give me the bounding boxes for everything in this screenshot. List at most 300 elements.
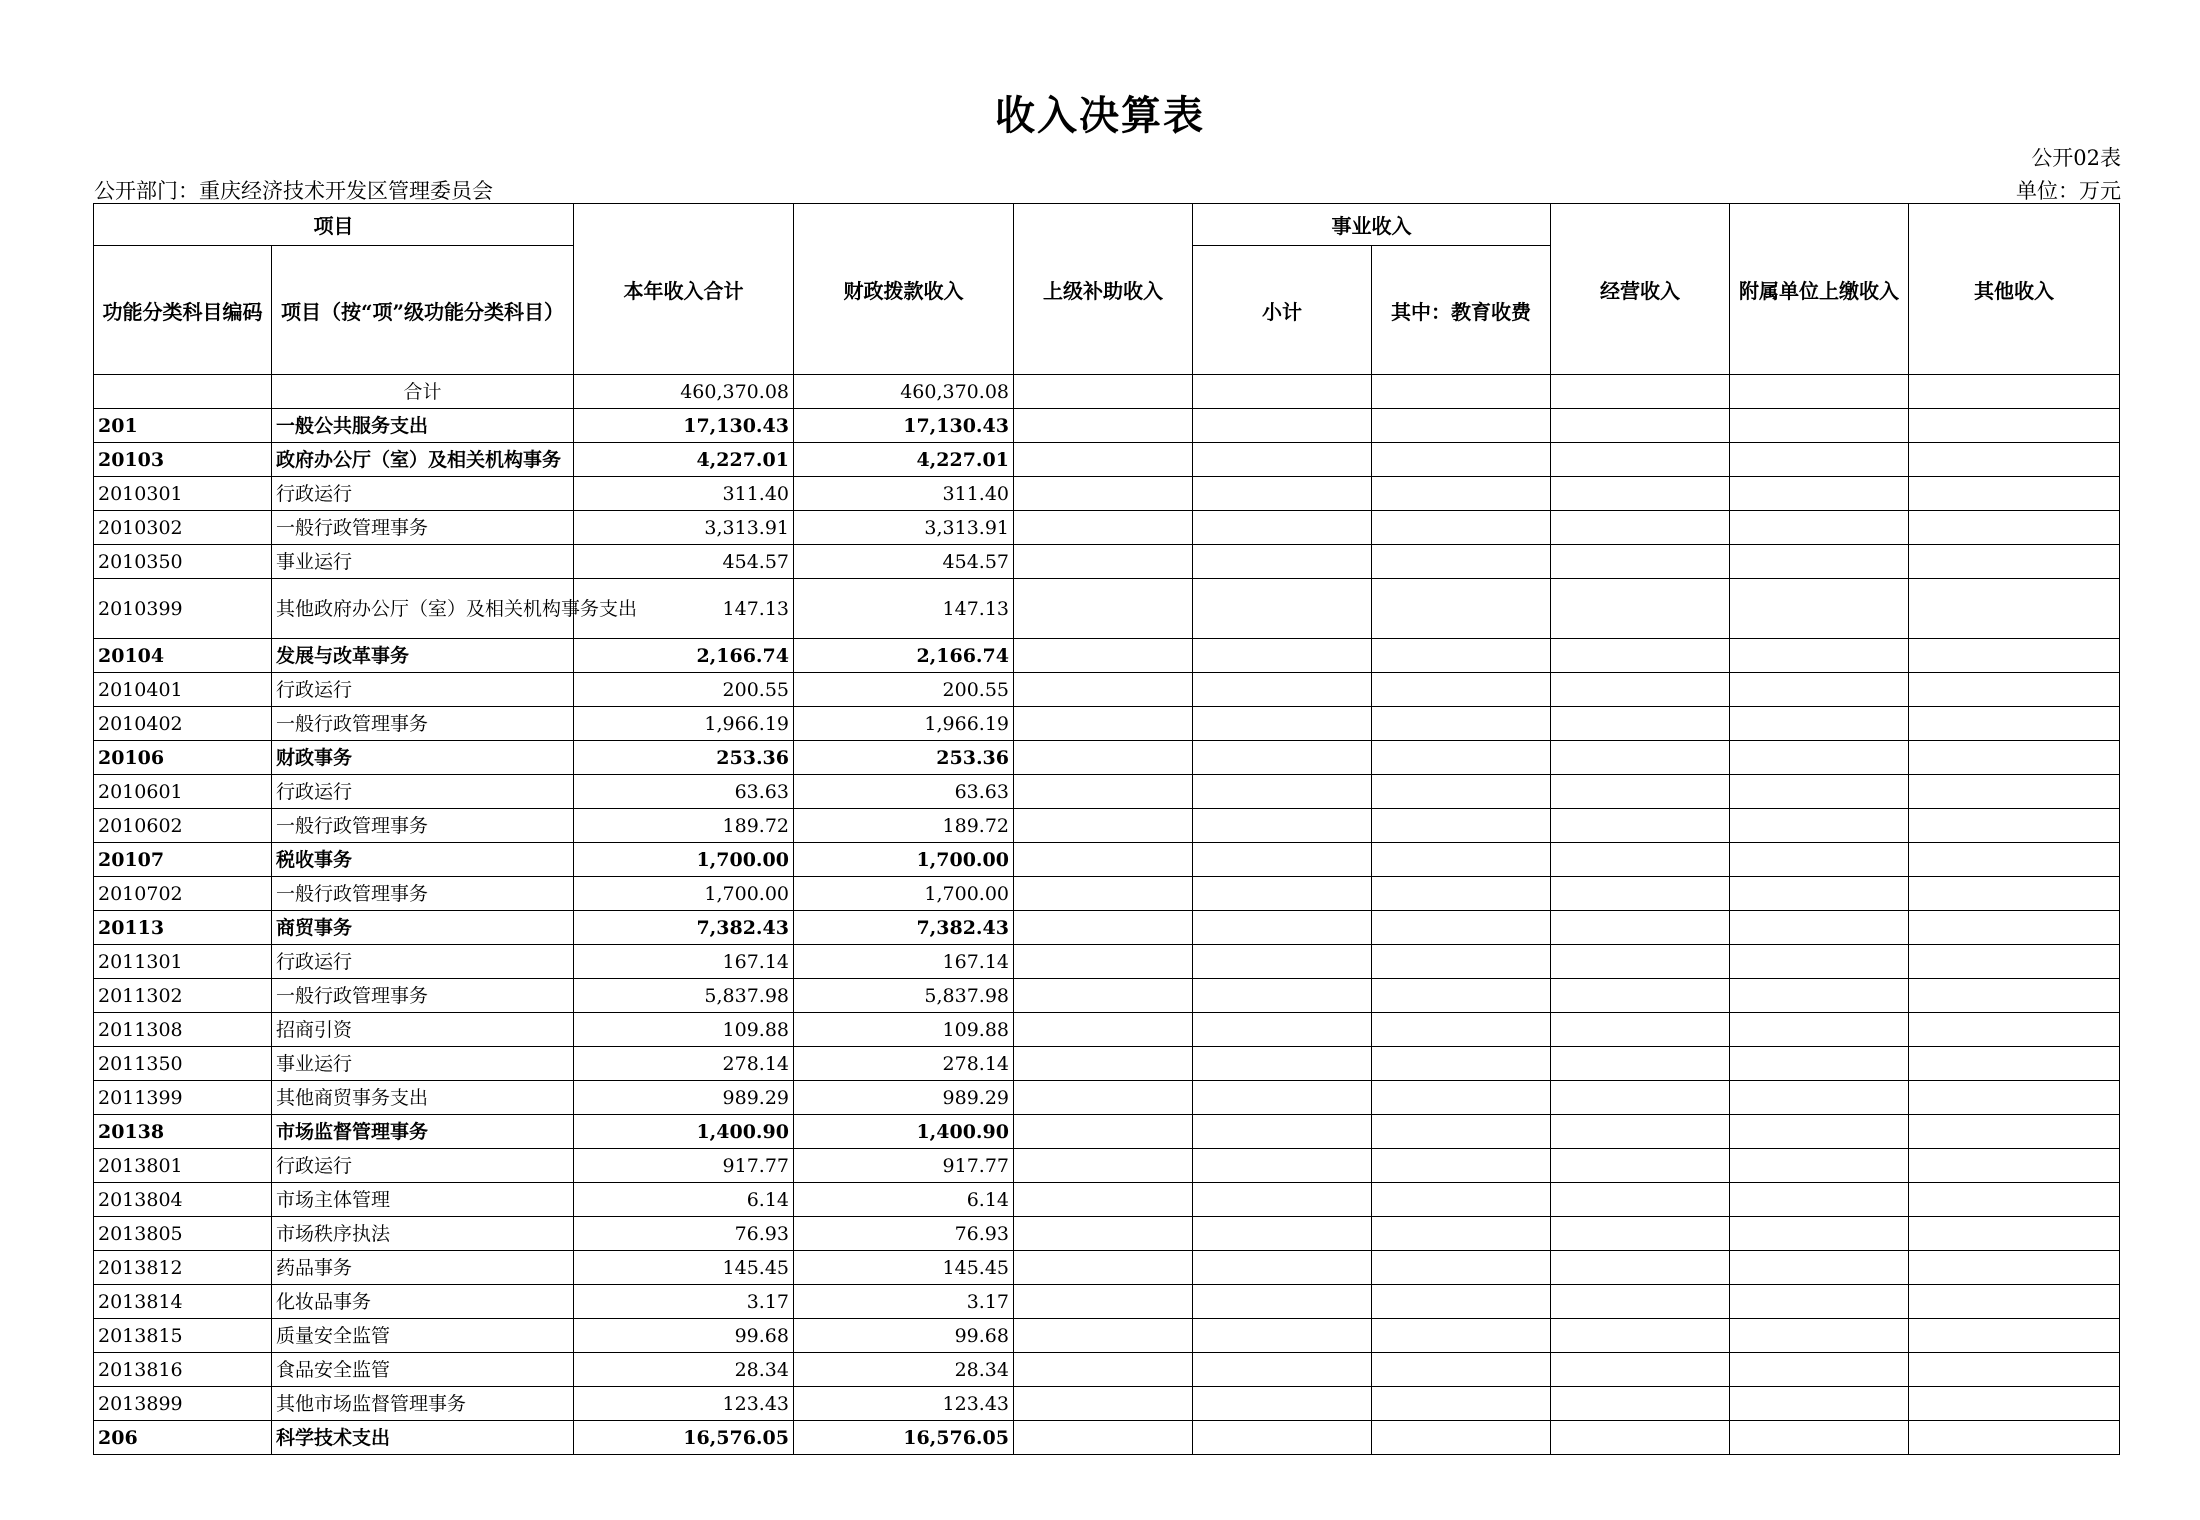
empty-cell — [1014, 1183, 1193, 1217]
empty-cell — [1909, 809, 2120, 843]
row-code: 2010350 — [94, 545, 272, 579]
empty-cell — [1551, 673, 1730, 707]
empty-cell — [1372, 443, 1551, 477]
table-row — [94, 1081, 2120, 1115]
row-name: 事业运行 — [272, 545, 574, 579]
empty-cell — [1014, 1047, 1193, 1081]
empty-cell — [1372, 1115, 1551, 1149]
empty-cell — [1014, 545, 1193, 579]
empty-cell — [1193, 843, 1372, 877]
row-name: 行政运行 — [272, 673, 574, 707]
empty-cell — [1014, 1251, 1193, 1285]
row-name: 行政运行 — [272, 945, 574, 979]
row-code: 2013899 — [94, 1387, 272, 1421]
row-name: 食品安全监管 — [272, 1353, 574, 1387]
row-name: 商贸事务 — [272, 911, 574, 945]
empty-cell — [1372, 511, 1551, 545]
empty-cell — [1014, 1081, 1193, 1115]
row-code: 20113 — [94, 911, 272, 945]
empty-cell — [1014, 1013, 1193, 1047]
row-total-income: 989.29 — [574, 1081, 794, 1115]
page-title: 收入决算表 — [995, 93, 1205, 139]
row-name: 质量安全监管 — [272, 1319, 574, 1353]
table-row — [94, 1353, 2120, 1387]
row-name: 行政运行 — [272, 775, 574, 809]
empty-cell — [1193, 1149, 1372, 1183]
total-code-cell — [94, 375, 272, 409]
empty-cell — [1193, 375, 1372, 409]
empty-cell — [1551, 1319, 1730, 1353]
empty-cell — [1909, 1319, 2120, 1353]
empty-cell — [1014, 375, 1193, 409]
empty-cell — [1909, 945, 2120, 979]
row-code: 2013804 — [94, 1183, 272, 1217]
empty-cell — [1372, 1353, 1551, 1387]
total-income-value: 460,370.08 — [574, 375, 794, 409]
empty-cell — [1551, 707, 1730, 741]
row-name: 招商引资 — [272, 1013, 574, 1047]
row-fiscal: 17,130.43 — [794, 409, 1014, 443]
table-row — [94, 1387, 2120, 1421]
empty-cell — [1014, 843, 1193, 877]
empty-cell — [1193, 1217, 1372, 1251]
empty-cell — [1730, 1183, 1909, 1217]
row-code: 2013801 — [94, 1149, 272, 1183]
total-label: 合计 — [272, 375, 574, 409]
empty-cell — [1551, 775, 1730, 809]
empty-cell — [1372, 911, 1551, 945]
empty-cell — [1014, 1217, 1193, 1251]
empty-cell — [1551, 409, 1730, 443]
department-label: 公开部门：重庆经济技术开发区管理委员会 — [94, 179, 493, 203]
row-code: 2011399 — [94, 1081, 272, 1115]
row-code: 206 — [94, 1421, 272, 1455]
table-row — [94, 1115, 2120, 1149]
row-fiscal: 3.17 — [794, 1285, 1014, 1319]
empty-cell — [1193, 1183, 1372, 1217]
table-row — [94, 945, 2120, 979]
row-code: 20106 — [94, 741, 272, 775]
row-code: 2013812 — [94, 1251, 272, 1285]
empty-cell — [1551, 877, 1730, 911]
empty-cell — [1193, 877, 1372, 911]
row-name: 发展与改革事务 — [272, 639, 574, 673]
empty-cell — [1909, 775, 2120, 809]
table-row — [94, 511, 2120, 545]
empty-cell — [1372, 1013, 1551, 1047]
empty-cell — [1909, 1251, 2120, 1285]
empty-cell — [1551, 945, 1730, 979]
row-name: 税收事务 — [272, 843, 574, 877]
empty-cell — [1909, 1217, 2120, 1251]
empty-cell — [1551, 1251, 1730, 1285]
empty-cell — [1193, 1251, 1372, 1285]
row-code: 2011350 — [94, 1047, 272, 1081]
header-operating: 经营收入 — [1551, 204, 1730, 375]
empty-cell — [1372, 741, 1551, 775]
empty-cell — [1551, 1285, 1730, 1319]
table-row — [94, 843, 2120, 877]
empty-cell — [1193, 1081, 1372, 1115]
empty-cell — [1551, 843, 1730, 877]
empty-cell — [1551, 911, 1730, 945]
row-total-income: 99.68 — [574, 1319, 794, 1353]
empty-cell — [1730, 809, 1909, 843]
row-name: 化妆品事务 — [272, 1285, 574, 1319]
empty-cell — [1909, 673, 2120, 707]
empty-cell — [1372, 843, 1551, 877]
table-row — [94, 409, 2120, 443]
row-fiscal: 99.68 — [794, 1319, 1014, 1353]
empty-cell — [1193, 511, 1372, 545]
empty-cell — [1730, 443, 1909, 477]
empty-cell — [1909, 843, 2120, 877]
empty-cell — [1909, 1081, 2120, 1115]
row-name: 一般公共服务支出 — [272, 409, 574, 443]
empty-cell — [1372, 477, 1551, 511]
row-code: 201 — [94, 409, 272, 443]
row-total-income: 1,700.00 — [574, 877, 794, 911]
row-code: 2013814 — [94, 1285, 272, 1319]
empty-cell — [1730, 375, 1909, 409]
empty-cell — [1014, 1285, 1193, 1319]
empty-cell — [1372, 1183, 1551, 1217]
empty-cell — [1014, 673, 1193, 707]
table-body — [94, 375, 2120, 1455]
table-row — [94, 741, 2120, 775]
row-name: 市场主体管理 — [272, 1183, 574, 1217]
row-code: 2011302 — [94, 979, 272, 1013]
row-name: 一般行政管理事务 — [272, 877, 574, 911]
row-total-income: 147.13 — [574, 579, 794, 639]
empty-cell — [1372, 1319, 1551, 1353]
row-total-income: 454.57 — [574, 545, 794, 579]
empty-cell — [1730, 1115, 1909, 1149]
empty-cell — [1730, 707, 1909, 741]
row-total-income: 63.63 — [574, 775, 794, 809]
row-name: 科学技术支出 — [272, 1421, 574, 1455]
empty-cell — [1193, 1353, 1372, 1387]
row-total-income: 145.45 — [574, 1251, 794, 1285]
empty-cell — [1193, 1421, 1372, 1455]
row-fiscal: 6.14 — [794, 1183, 1014, 1217]
row-total-income: 5,837.98 — [574, 979, 794, 1013]
empty-cell — [1730, 1319, 1909, 1353]
row-total-income: 76.93 — [574, 1217, 794, 1251]
row-name: 一般行政管理事务 — [272, 809, 574, 843]
row-fiscal: 76.93 — [794, 1217, 1014, 1251]
empty-cell — [1193, 579, 1372, 639]
row-total-income: 28.34 — [574, 1353, 794, 1387]
empty-cell — [1193, 1013, 1372, 1047]
row-code: 20107 — [94, 843, 272, 877]
empty-cell — [1909, 409, 2120, 443]
empty-cell — [1909, 1285, 2120, 1319]
empty-cell — [1014, 443, 1193, 477]
row-fiscal: 7,382.43 — [794, 911, 1014, 945]
table-row — [94, 579, 2120, 639]
form-code: 公开02表 — [2031, 146, 2121, 170]
total-fiscal-value: 460,370.08 — [794, 375, 1014, 409]
header-item: 项目 — [94, 204, 574, 246]
empty-cell — [1372, 707, 1551, 741]
empty-cell — [1730, 1149, 1909, 1183]
empty-cell — [1372, 1217, 1551, 1251]
empty-cell — [1372, 1251, 1551, 1285]
empty-cell — [1551, 375, 1730, 409]
empty-cell — [1551, 1115, 1730, 1149]
empty-cell — [1909, 639, 2120, 673]
empty-cell — [1193, 979, 1372, 1013]
table-row — [94, 775, 2120, 809]
row-code: 2011308 — [94, 1013, 272, 1047]
row-code: 2010602 — [94, 809, 272, 843]
empty-cell — [1909, 511, 2120, 545]
empty-cell — [1193, 1285, 1372, 1319]
row-total-income: 3,313.91 — [574, 511, 794, 545]
row-name: 行政运行 — [272, 1149, 574, 1183]
empty-cell — [1193, 1387, 1372, 1421]
empty-cell — [1193, 775, 1372, 809]
table-row — [94, 1217, 2120, 1251]
row-fiscal: 4,227.01 — [794, 443, 1014, 477]
empty-cell — [1730, 945, 1909, 979]
empty-cell — [1014, 979, 1193, 1013]
empty-cell — [1909, 1047, 2120, 1081]
empty-cell — [1193, 945, 1372, 979]
empty-cell — [1014, 1149, 1193, 1183]
table-row — [94, 911, 2120, 945]
empty-cell — [1014, 1387, 1193, 1421]
empty-cell — [1551, 1421, 1730, 1455]
empty-cell — [1909, 477, 2120, 511]
row-total-income: 189.72 — [574, 809, 794, 843]
empty-cell — [1909, 741, 2120, 775]
empty-cell — [1372, 545, 1551, 579]
empty-cell — [1014, 1115, 1193, 1149]
row-total-income: 7,382.43 — [574, 911, 794, 945]
row-code: 2013815 — [94, 1319, 272, 1353]
empty-cell — [1014, 741, 1193, 775]
row-code: 2010702 — [94, 877, 272, 911]
empty-cell — [1909, 911, 2120, 945]
row-name: 市场监督管理事务 — [272, 1115, 574, 1149]
empty-cell — [1909, 1013, 2120, 1047]
empty-cell — [1014, 477, 1193, 511]
empty-cell — [1551, 1081, 1730, 1115]
row-name: 政府办公厅（室）及相关机构事务 — [272, 443, 574, 477]
empty-cell — [1909, 579, 2120, 639]
row-name: 一般行政管理事务 — [272, 511, 574, 545]
empty-cell — [1372, 375, 1551, 409]
row-fiscal: 147.13 — [794, 579, 1014, 639]
row-name: 其他市场监督管理事务 — [272, 1387, 574, 1421]
empty-cell — [1909, 979, 2120, 1013]
empty-cell — [1372, 945, 1551, 979]
empty-cell — [1730, 1285, 1909, 1319]
empty-cell — [1551, 639, 1730, 673]
row-code: 2010399 — [94, 579, 272, 639]
empty-cell — [1014, 639, 1193, 673]
income-table — [93, 203, 2120, 1455]
empty-cell — [1014, 1353, 1193, 1387]
empty-cell — [1730, 579, 1909, 639]
row-code: 2010601 — [94, 775, 272, 809]
row-fiscal: 1,966.19 — [794, 707, 1014, 741]
empty-cell — [1730, 1081, 1909, 1115]
row-code: 2010301 — [94, 477, 272, 511]
empty-cell — [1372, 775, 1551, 809]
row-code: 20138 — [94, 1115, 272, 1149]
row-code: 20104 — [94, 639, 272, 673]
row-total-income: 4,227.01 — [574, 443, 794, 477]
row-name: 一般行政管理事务 — [272, 707, 574, 741]
empty-cell — [1551, 809, 1730, 843]
empty-cell — [1372, 979, 1551, 1013]
header-education-fee: 其中：教育收费 — [1372, 246, 1551, 375]
row-total-income: 1,400.90 — [574, 1115, 794, 1149]
empty-cell — [1730, 511, 1909, 545]
row-total-income: 167.14 — [574, 945, 794, 979]
row-total-income: 109.88 — [574, 1013, 794, 1047]
unit-label: 单位：万元 — [2016, 179, 2121, 203]
table-row — [94, 1421, 2120, 1455]
table-row — [94, 443, 2120, 477]
row-total-income: 1,700.00 — [574, 843, 794, 877]
empty-cell — [1193, 443, 1372, 477]
empty-cell — [1372, 409, 1551, 443]
empty-cell — [1551, 1353, 1730, 1387]
header-total-income: 本年收入合计 — [574, 204, 794, 375]
row-fiscal: 189.72 — [794, 809, 1014, 843]
row-name: 其他政府办公厅（室）及相关机构事务支出 — [272, 579, 574, 639]
empty-cell — [1372, 579, 1551, 639]
empty-cell — [1730, 877, 1909, 911]
header-name: 项目（按“项”级功能分类科目） — [272, 246, 574, 375]
row-name: 市场秩序执法 — [272, 1217, 574, 1251]
empty-cell — [1372, 1387, 1551, 1421]
empty-cell — [1730, 911, 1909, 945]
empty-cell — [1014, 911, 1193, 945]
empty-cell — [1372, 639, 1551, 673]
row-fiscal: 1,700.00 — [794, 877, 1014, 911]
row-total-income: 6.14 — [574, 1183, 794, 1217]
empty-cell — [1014, 579, 1193, 639]
row-fiscal: 16,576.05 — [794, 1421, 1014, 1455]
empty-cell — [1551, 979, 1730, 1013]
empty-cell — [1730, 741, 1909, 775]
empty-cell — [1730, 673, 1909, 707]
row-name: 一般行政管理事务 — [272, 979, 574, 1013]
empty-cell — [1551, 1013, 1730, 1047]
table-row — [94, 809, 2120, 843]
empty-cell — [1014, 1421, 1193, 1455]
row-fiscal: 454.57 — [794, 545, 1014, 579]
empty-cell — [1551, 1217, 1730, 1251]
table-row — [94, 477, 2120, 511]
empty-cell — [1551, 1387, 1730, 1421]
row-fiscal: 63.63 — [794, 775, 1014, 809]
empty-cell — [1372, 673, 1551, 707]
table-row — [94, 1251, 2120, 1285]
empty-cell — [1730, 1387, 1909, 1421]
empty-cell — [1730, 477, 1909, 511]
empty-cell — [1730, 1251, 1909, 1285]
empty-cell — [1014, 1319, 1193, 1353]
header-business-income: 事业收入 — [1193, 204, 1551, 246]
empty-cell — [1193, 911, 1372, 945]
row-total-income: 17,130.43 — [574, 409, 794, 443]
empty-cell — [1730, 545, 1909, 579]
empty-cell — [1014, 707, 1193, 741]
empty-cell — [1551, 741, 1730, 775]
empty-cell — [1909, 375, 2120, 409]
empty-cell — [1372, 1421, 1551, 1455]
empty-cell — [1193, 639, 1372, 673]
header-subtotal: 小计 — [1193, 246, 1372, 375]
row-total-income: 253.36 — [574, 741, 794, 775]
row-total-income: 3.17 — [574, 1285, 794, 1319]
row-total-income: 311.40 — [574, 477, 794, 511]
header-superior-subsidy: 上级补助收入 — [1014, 204, 1193, 375]
empty-cell — [1193, 673, 1372, 707]
empty-cell — [1193, 1115, 1372, 1149]
empty-cell — [1730, 409, 1909, 443]
empty-cell — [1372, 877, 1551, 911]
row-name: 事业运行 — [272, 1047, 574, 1081]
empty-cell — [1909, 1421, 2120, 1455]
row-code: 2013805 — [94, 1217, 272, 1251]
empty-cell — [1551, 511, 1730, 545]
row-total-income: 16,576.05 — [574, 1421, 794, 1455]
empty-cell — [1551, 477, 1730, 511]
empty-cell — [1909, 443, 2120, 477]
empty-cell — [1193, 409, 1372, 443]
empty-cell — [1014, 945, 1193, 979]
row-fiscal: 5,837.98 — [794, 979, 1014, 1013]
row-fiscal: 278.14 — [794, 1047, 1014, 1081]
empty-cell — [1909, 707, 2120, 741]
empty-cell — [1730, 1421, 1909, 1455]
empty-cell — [1014, 877, 1193, 911]
empty-cell — [1193, 707, 1372, 741]
empty-cell — [1551, 1149, 1730, 1183]
row-fiscal: 253.36 — [794, 741, 1014, 775]
empty-cell — [1909, 877, 2120, 911]
empty-cell — [1730, 775, 1909, 809]
empty-cell — [1909, 1353, 2120, 1387]
row-fiscal: 1,400.90 — [794, 1115, 1014, 1149]
empty-cell — [1730, 1013, 1909, 1047]
row-fiscal: 2,166.74 — [794, 639, 1014, 673]
row-code: 2011301 — [94, 945, 272, 979]
empty-cell — [1551, 443, 1730, 477]
empty-cell — [1551, 1183, 1730, 1217]
empty-cell — [1909, 1387, 2120, 1421]
header-fiscal: 财政拨款收入 — [794, 204, 1014, 375]
empty-cell — [1551, 545, 1730, 579]
empty-cell — [1730, 979, 1909, 1013]
empty-cell — [1193, 545, 1372, 579]
empty-cell — [1909, 545, 2120, 579]
total-row — [94, 375, 2120, 409]
row-code: 2010402 — [94, 707, 272, 741]
row-fiscal: 311.40 — [794, 477, 1014, 511]
empty-cell — [1730, 639, 1909, 673]
empty-cell — [1551, 579, 1730, 639]
empty-cell — [1909, 1149, 2120, 1183]
header-code: 功能分类科目编码 — [94, 246, 272, 375]
